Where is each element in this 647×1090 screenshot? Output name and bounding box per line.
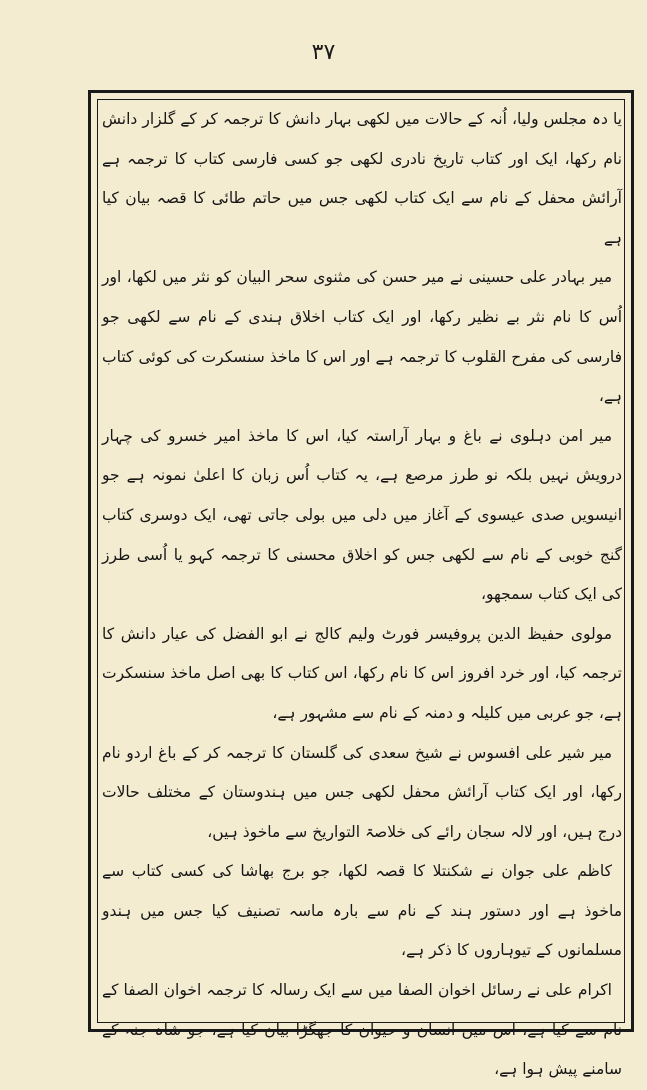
page-number: ۳۷ bbox=[311, 40, 336, 65]
paragraph-1: یا دہ مجلس ولیا، اُنہ کے حالات میں لکھی بہار دانش کا ترجمہ کر کے گلزار دانش نام رکھا، ایک اور کتاب تاریخ نادری لکھی جو کسی فارسی کتاب کا ترجمہ ہے آرائش محفل کے نام سے ایک کتاب لکھی جس میں حاتم طائی کا قصہ بیان کیا ہے bbox=[102, 110, 622, 247]
paragraph-4: مولوی حفیظ الدین پروفیسر فورٹ ولیم کالج نے ابو الفضل کی عیار دانش کا ترجمہ کیا، اور خرد افروز اس کا نام رکھا، اس کتاب کا بھی اصل ماخذ سنسکرت ہے، جو عربی میں کلیلہ و دمنہ کے نام سے مشہور ہے، bbox=[102, 624, 622, 722]
paragraph-3: میر امن دہلوی نے باغ و بہار آراستہ کیا، اس کا ماخذ امیر خسرو کی چہار درویش نہیں بلکہ نو طرز مرصع ہے، یہ کتاب اُس زبان کا اعلیٰ نمونہ ہے جو انیسویں صدی عیسوی کے آغاز میں دلی میں بولی جاتی تھی، ایک دوسری کتاب گنج خوبی کے نام سے لکھی جس کو اخلاق محسنی کا ترجمہ کہو یا اُسی طرز کی ایک کتاب سمجھو، bbox=[102, 426, 622, 604]
paragraph-7: اکرام علی نے رسائل اخوان الصفا میں سے ایک رسالہ کا ترجمہ اخوان الصفا کے نام سے کیا ہے، اس میں انسان و حیوان کا جھگڑا بیان کیا ہے، جو شاہ جنہ کے سامنے پیش ہوا ہے، bbox=[102, 981, 622, 1079]
main-text bbox=[102, 100, 622, 1079]
paragraph-6: کاظم علی جوان نے شکنتلا کا قصہ لکھا، جو برج بھاشا کی کسی کتاب سے ماخوذ ہے اور دستور ہند کے نام سے بارہ ماسہ تصنیف کیا جس میں ہندو مسلمانوں کے تیوہاروں کا ذکر ہے، bbox=[102, 862, 622, 960]
paragraph-5: میر شیر علی افسوس نے شیخ سعدی کی گلستان کا ترجمہ کر کے باغ اردو نام رکھا، اور ایک کتاب آرائش محفل لکھی جس میں ہندوستان کے مختلف حالات درج ہیں، اور لالہ سجان رائے کی خلاصۃ التواریخ سے ماخوذ ہیں، bbox=[102, 743, 622, 841]
paragraph-2: میر بہادر علی حسینی نے میر حسن کی مثنوی سحر البیان کو نثر میں لکھا، اور اُس کا نام نثر بے نظیر رکھا، اور ایک کتاب اخلاق ہندی کے نام سے لکھی جو فارسی کی مفرح القلوب کا ترجمہ ہے اور اس کا ماخذ سنسکرت کی کوئی کتاب ہے، bbox=[102, 268, 622, 406]
